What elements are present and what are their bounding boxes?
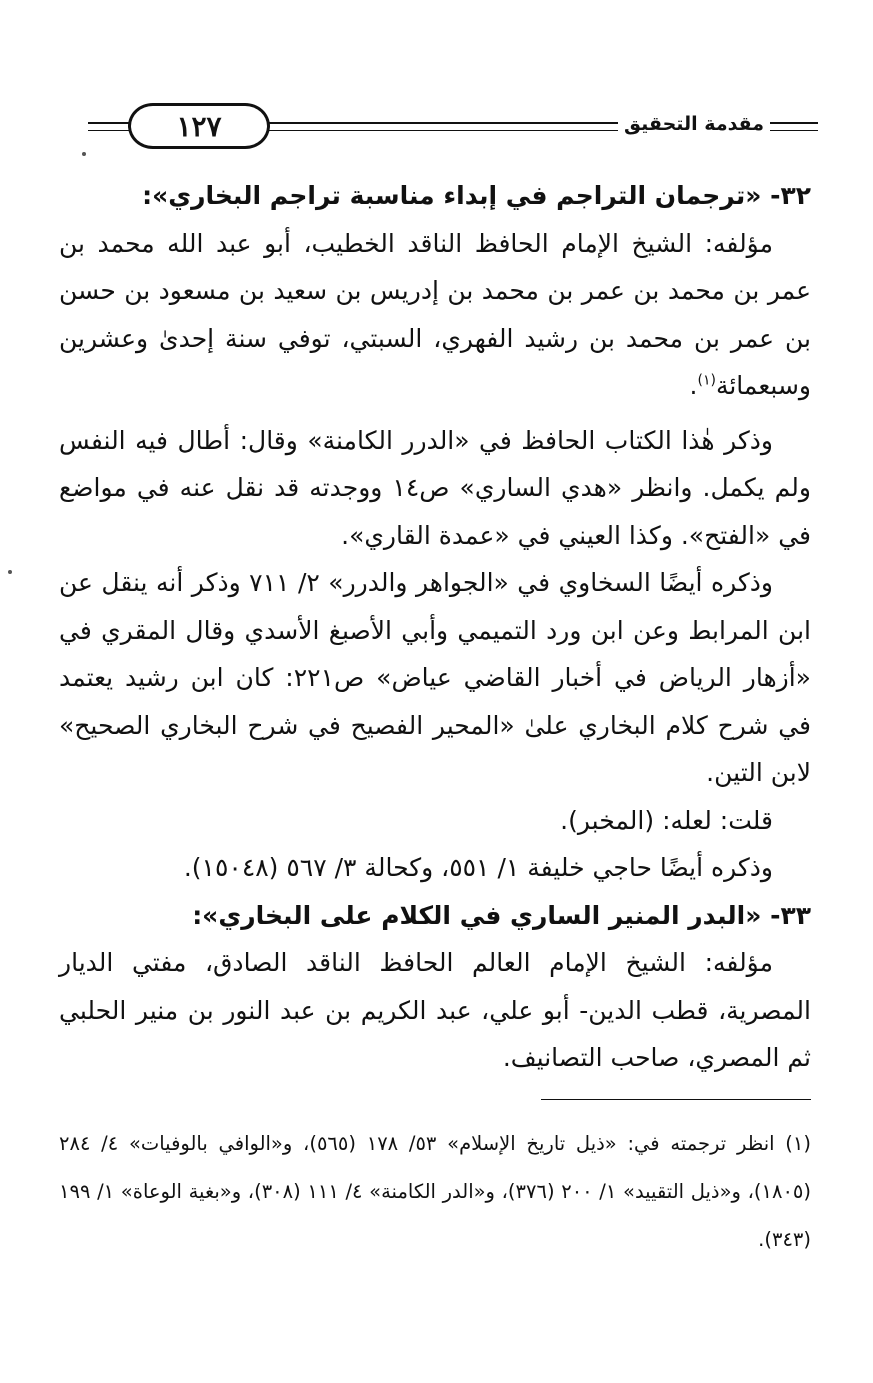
- running-title: مقدمة التحقيق: [618, 113, 770, 135]
- entry-heading-33: ٣٣- «البدر المنير الساري في الكلام على البخاري»:: [192, 900, 811, 930]
- footnote-ref[interactable]: (١): [697, 372, 716, 389]
- author-paragraph-32: [59, 220, 811, 410]
- author-text: مؤلفه: الشيخ الإمام الحافظ الناقد الخطيب، أبو عبد الله محمد بن عمر بن محمد بن عمر بن محمد بن إدريس بن سعيد بن مسعود بن حسن بن عمر بن محمد بن رشيد الفهري، السبتي، توفي سنة إحدىٰ وعشرين وسبعمائة: [59, 228, 811, 400]
- scan-speck: [82, 152, 86, 156]
- scan-speck: [8, 570, 12, 574]
- paragraph-durar: وذكر هٰذا الكتاب الحافظ في «الدرر الكامنة» وقال: أطال فيه النفس ولم يكمل. وانظر «هدي الساري» ص١٤ ووجدته قد نقل عنه في مواضع في «الفتح». وكذا العيني في «عمدة القاري».: [59, 425, 811, 550]
- entry-heading-32: ٣٢- «ترجمان التراجم في إبداء مناسبة تراجم البخاري»:: [142, 181, 811, 210]
- footnotes: [59, 1120, 811, 1264]
- running-header: [88, 103, 818, 151]
- paragraph-sakhawi: وذكره أيضًا السخاوي في «الجواهر والدرر» ٢/ ٧١١ وذكر أنه ينقل عن ابن المرابط وعن ابن ورد التميمي وأبي الأصبغ الأسدي وقال المقري في «أزهار الرياض في أخبار القاضي عياض» ص٢٢١: كان ابن رشيد يعتمد في شرح كلام البخاري علىٰ «المحير الفصيح في شرح البخاري الصحيح» لابن التين.: [59, 568, 811, 787]
- footnote-separator: [541, 1099, 811, 1100]
- author-paragraph-33: مؤلفه: الشيخ الإمام العالم الحافظ الناقد الصادق، مفتي الديار المصرية، قطب الدين- أبو علي، عبد الكريم بن عبد النور بن منير الحلبي ثم المصري، صاحب التصانيف.: [59, 948, 811, 1072]
- page-number: ١٢٧: [128, 103, 270, 149]
- footnote-1: (١) انظر ترجمته في: «ذيل تاريخ الإسلام» ٥٣/ ١٧٨ (٥٦٥)، و«الوافي بالوفيات» ٤/ ٢٨٤ (١٨٠٥)، و«ذيل التقييد» ١/ ٢٠٠ (٣٧٦)، و«الدر الكامنة» ٤/ ١١١ (٣٠٨)، و«بغية الوعاة» ١/ ١٩٩ (٣٤٣).: [59, 1132, 812, 1251]
- main-text: [59, 172, 811, 1082]
- paragraph-haji-khalifa: وذكره أيضًا حاجي خليفة ١/ ٥٥١، وكحالة ٣/ ٥٦٧ (١٥٠٤٨).: [183, 853, 773, 882]
- paragraph-note: قلت: لعله: (المخبر).: [560, 805, 773, 835]
- author-text-end: .: [689, 371, 698, 400]
